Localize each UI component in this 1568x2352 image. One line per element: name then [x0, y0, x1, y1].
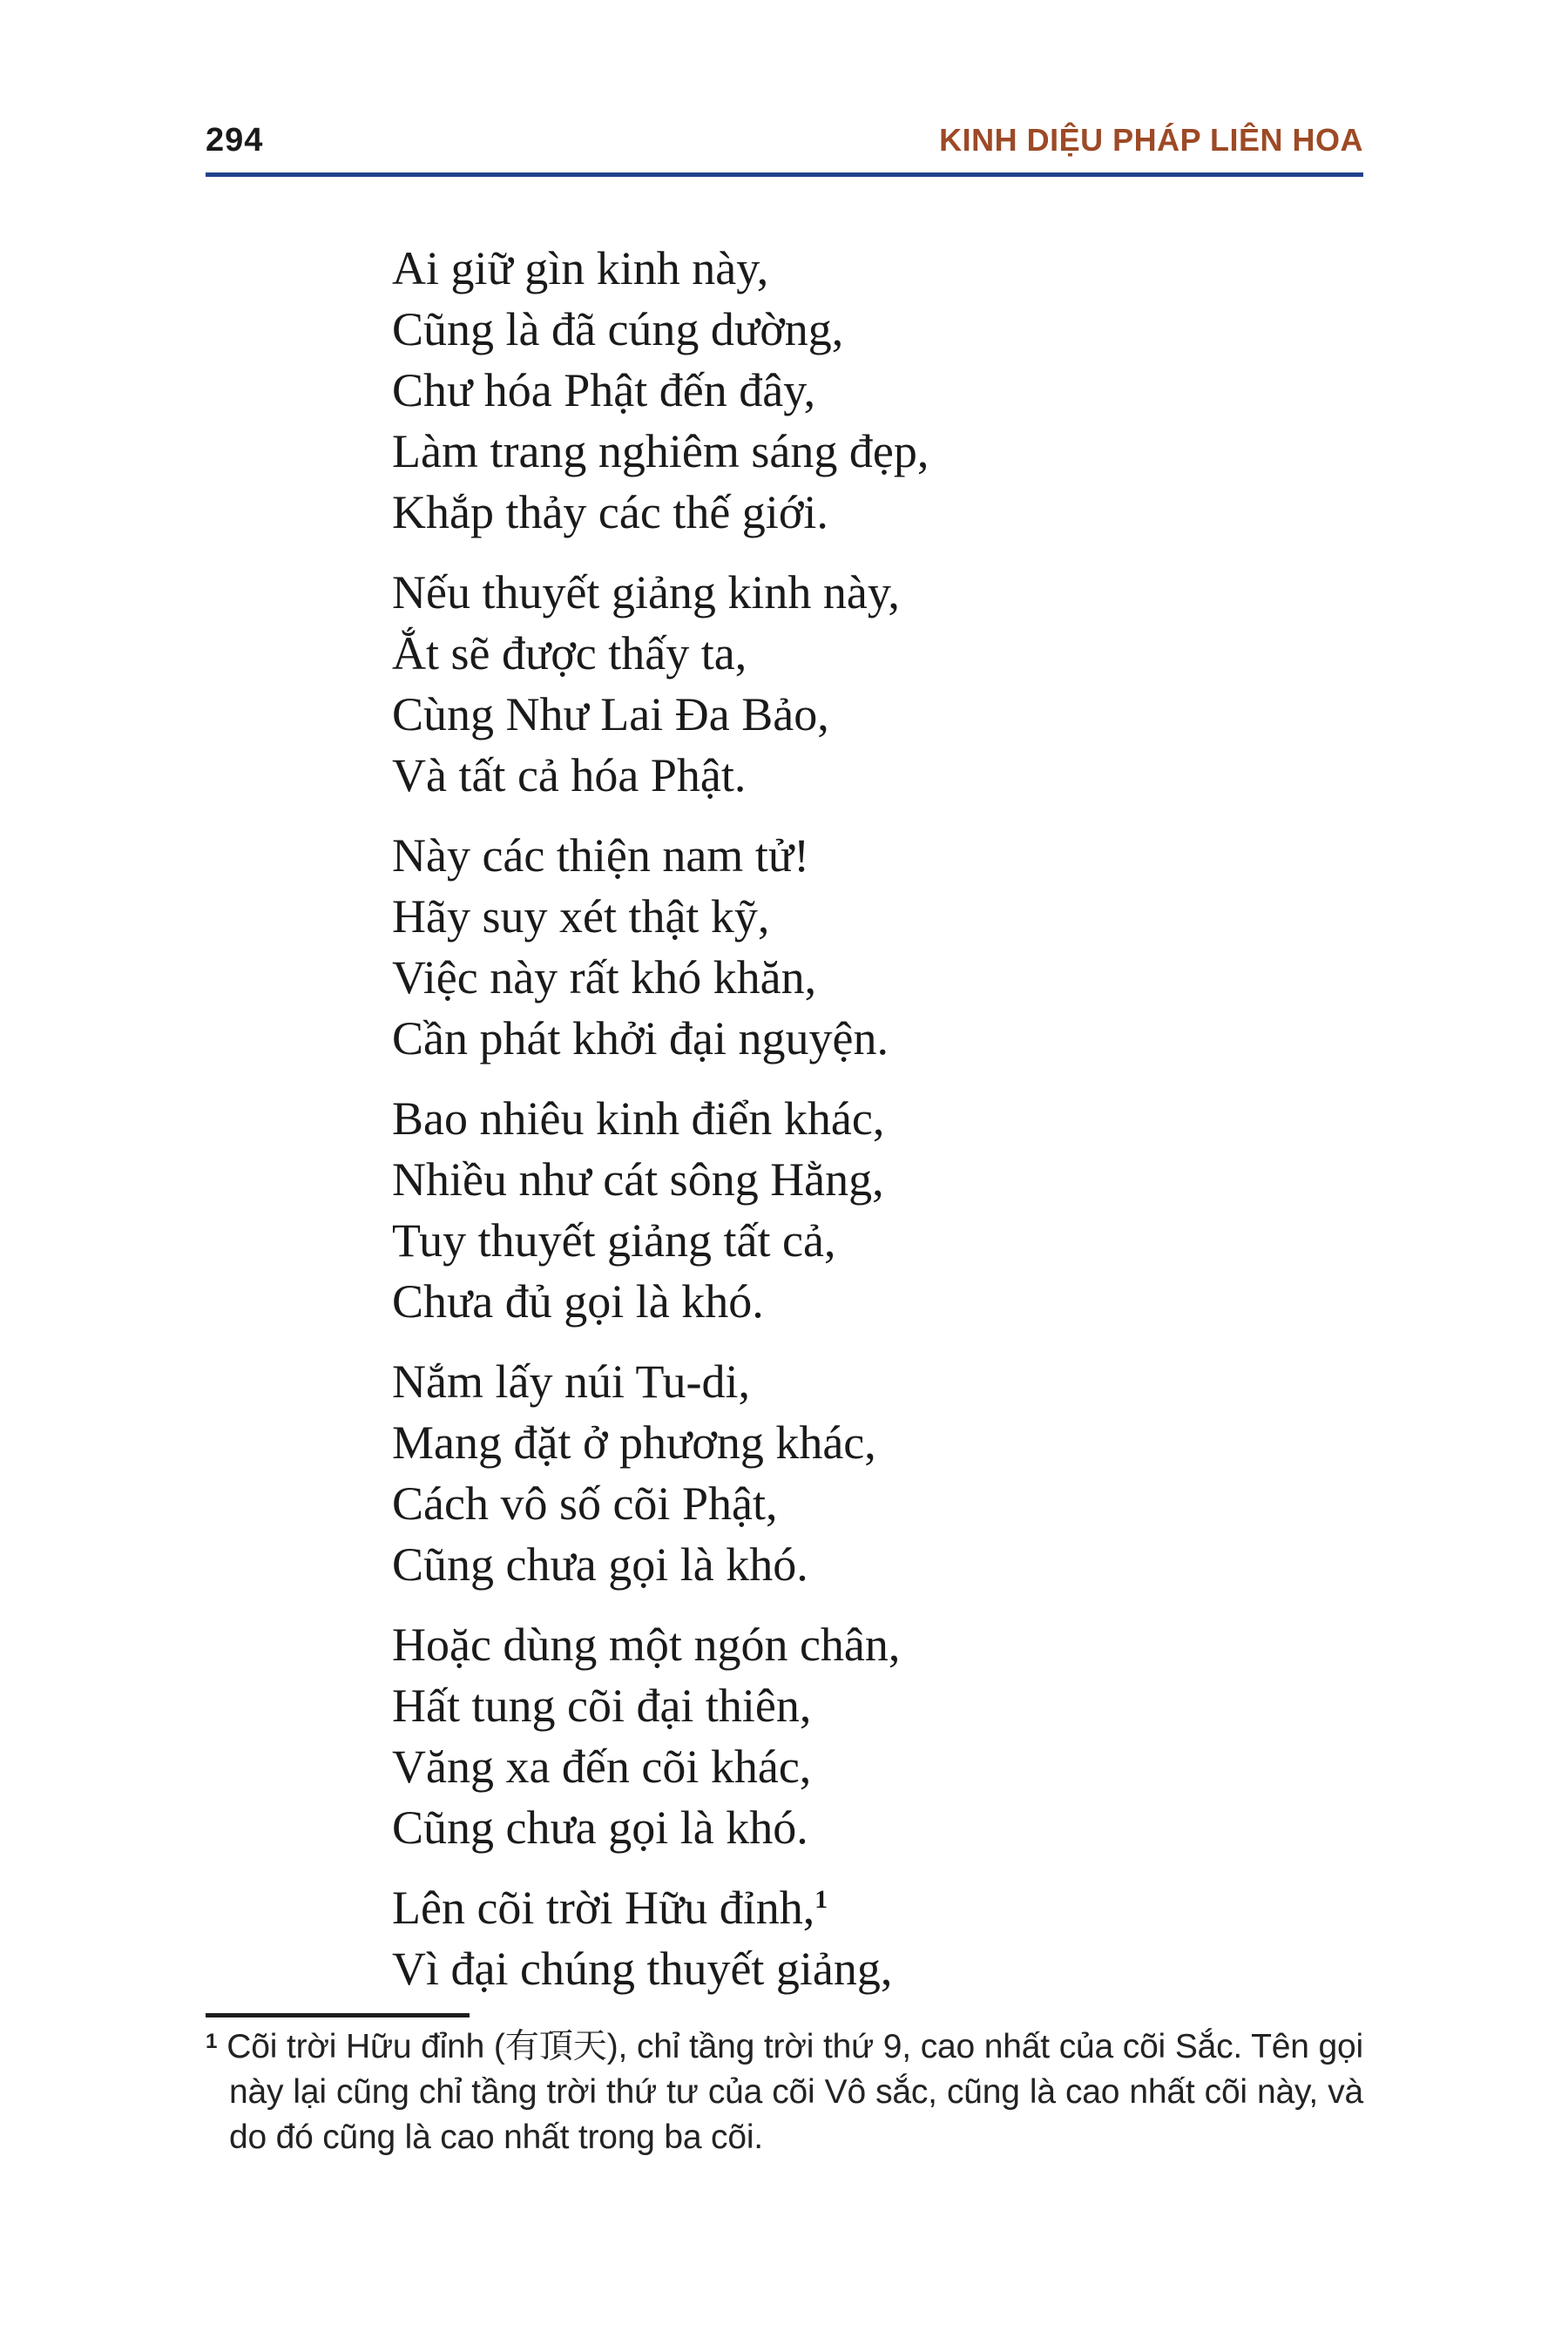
verse-line: Cách vô số cõi Phật,	[392, 1477, 778, 1530]
stanza	[392, 238, 1363, 543]
stanza	[392, 1088, 1363, 1332]
stanza	[392, 1351, 1363, 1595]
verse-line: Cũng chưa gọi là khó.	[392, 1801, 808, 1854]
page-number: 294	[206, 122, 264, 159]
verse-line: Tuy thuyết giảng tất cả,	[392, 1214, 836, 1267]
verse-line: Chưa đủ gọi là khó.	[392, 1275, 764, 1328]
verse-line: Mang đặt ở phương khác,	[392, 1416, 876, 1469]
footnote	[206, 2024, 1363, 2160]
verse-line: Hất tung cõi đại thiên,	[392, 1680, 812, 1732]
stanza	[392, 1877, 1363, 1999]
footnote-reference: 1	[814, 1886, 828, 1915]
running-title: KINH DIỆU PHÁP LIÊN HOA	[939, 122, 1363, 158]
verse-block	[392, 238, 1363, 1999]
verse-line: Nắm lấy núi Tu-di,	[392, 1355, 751, 1408]
verse-line: Ắt sẽ được thấy ta,	[392, 627, 747, 679]
verse-line: Nếu thuyết giảng kinh này,	[392, 566, 900, 618]
verse-line: Khắp thảy các thế giới.	[392, 486, 828, 538]
verse-line: Và tất cả hóa Phật.	[392, 749, 747, 801]
header-rule	[206, 172, 1363, 177]
verse-line: Cần phát khởi đại nguyện.	[392, 1012, 889, 1064]
verse-line: Cùng Như Lai Đa Bảo,	[392, 688, 829, 740]
verse-line: Cũng chưa gọi là khó.	[392, 1538, 808, 1591]
verse-line: Vì đại chúng thuyết giảng,	[392, 1943, 893, 1995]
verse-line: Văng xa đến cõi khác,	[392, 1740, 812, 1793]
footnote-text: Cõi trời Hữu đỉnh (有頂天), chỉ tầng trời thứ 9, cao nhất của cõi Sắc. Tên gọi này lại cũng chỉ tầng trời thứ tư của cõi Vô sắc, cũng là cao nhất cõi này, và do đó cũng là cao nhất trong ba cõi.	[226, 2028, 1363, 2156]
page-header	[206, 0, 1363, 159]
footnote-separator	[206, 2013, 470, 2017]
verse-line: Ai giữ gìn kinh này,	[392, 242, 769, 294]
verse-line: Nhiều như cát sông Hằng,	[392, 1153, 884, 1206]
stanza	[392, 825, 1363, 1069]
verse-line: Hoặc dùng một ngón chân,	[392, 1619, 901, 1671]
verse-line: Chư hóa Phật đến đây,	[392, 364, 816, 416]
verse-line: Làm trang nghiêm sáng đẹp,	[392, 425, 929, 477]
verse-line: Lên cõi trời Hữu đỉnh,$^1$	[392, 1882, 828, 1934]
verse-line: Hãy suy xét thật kỹ,	[392, 890, 770, 943]
verse-line: Việc này rất khó khăn,	[392, 951, 817, 1004]
footnote-marker: 1	[206, 2030, 218, 2054]
verse-line: Cũng là đã cúng dường,	[392, 303, 844, 355]
stanza	[392, 562, 1363, 806]
verse-line: Này các thiện nam tử!	[392, 829, 810, 882]
verse-line: Bao nhiêu kinh điển khác,	[392, 1092, 885, 1145]
stanza	[392, 1614, 1363, 1858]
